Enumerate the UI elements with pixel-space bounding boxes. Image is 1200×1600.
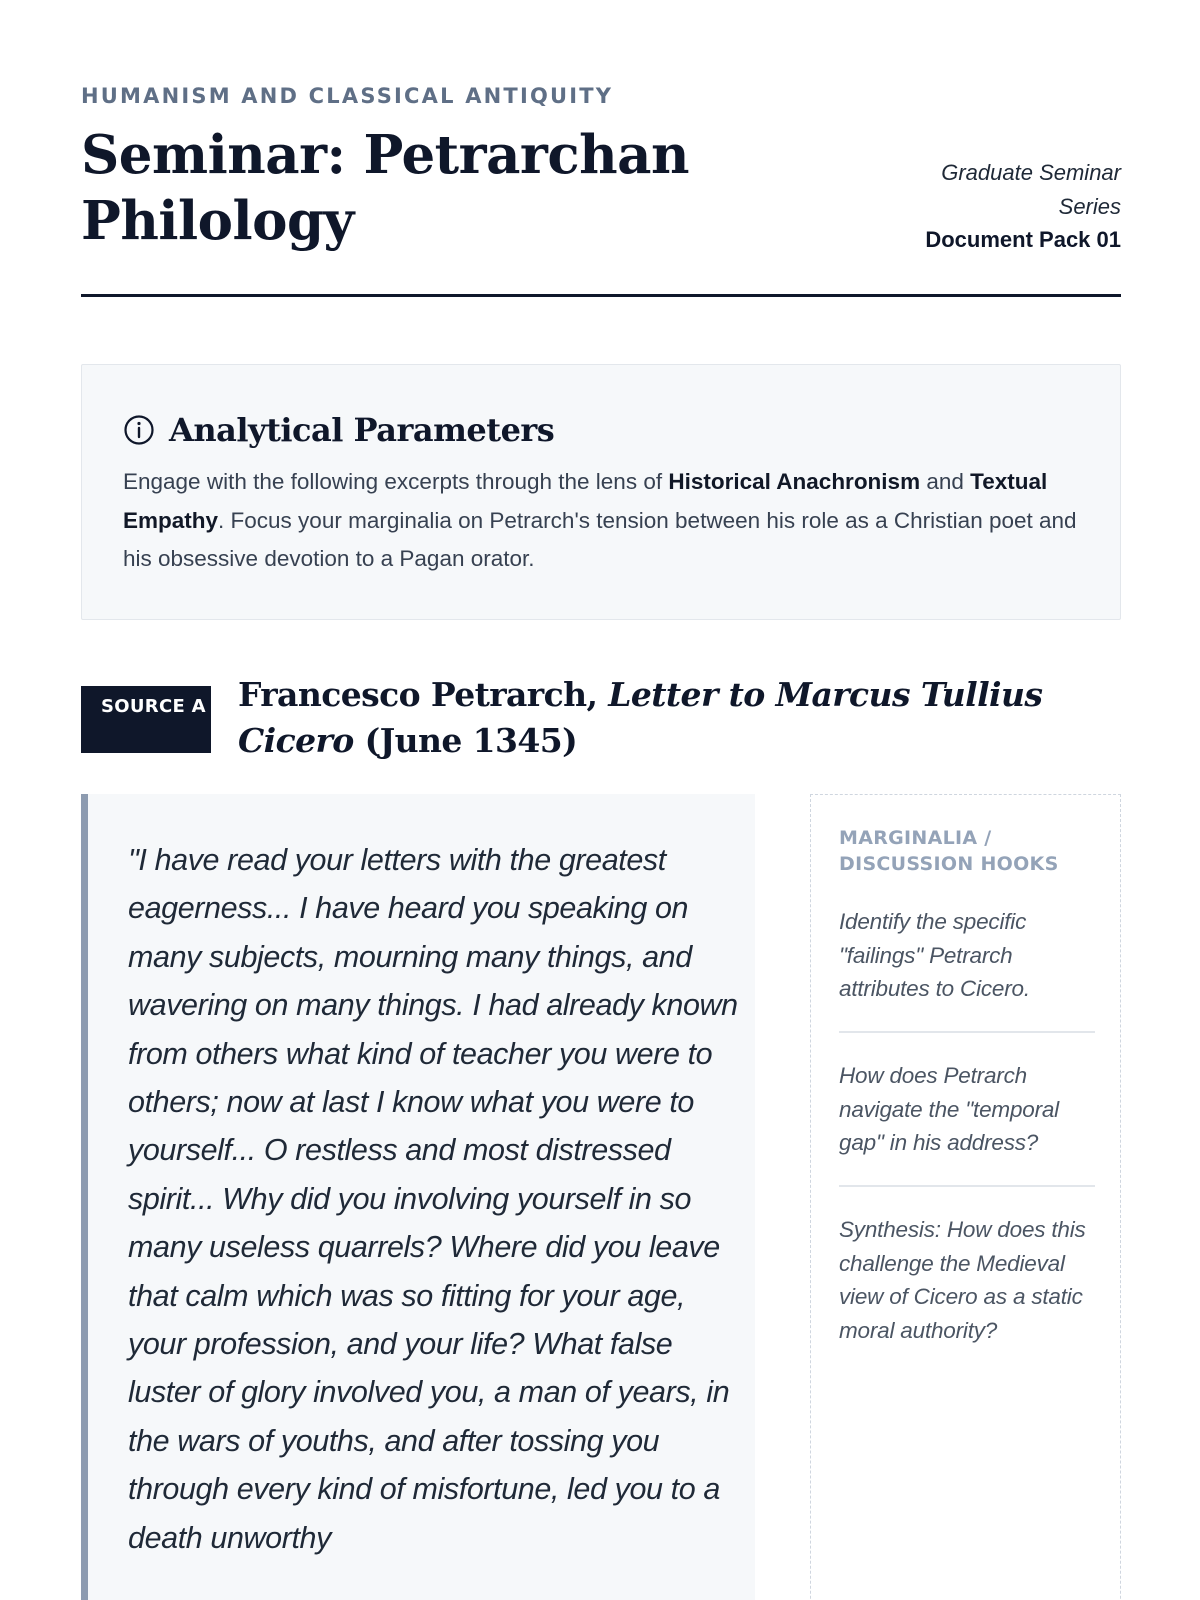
parameters-heading: [123, 411, 554, 449]
discussion-hook: Synthesis: How does this challenge the Medieval view of Cicero as a static moral authority?: [839, 1217, 1086, 1343]
hook-divider: [839, 1185, 1095, 1187]
discussion-hook: How does Petrarch navigate the "temporal gap" in his address?: [839, 1063, 1059, 1155]
course-kicker: HUMANISM AND CLASSICAL ANTIQUITY: [81, 84, 614, 108]
term-historical-anachronism: Historical Anachronism: [668, 469, 921, 494]
parameters-intro: Engage with the following excerpts through the lens of: [123, 469, 669, 494]
document-page: [81, 0, 1121, 1600]
analytical-parameters-panel: [81, 364, 1121, 620]
discussion-hook: Identify the specific "failings" Petrarch attributes to Cicero.: [839, 909, 1030, 1001]
source-work: Letter to Marcus Tullius Cicero: [238, 675, 1043, 760]
source-badge: SOURCE A: [81, 686, 211, 753]
hook-divider: [839, 1031, 1095, 1033]
info-icon: [123, 414, 155, 446]
source-date: (June 1345): [353, 721, 578, 760]
term-textual-empathy: Textual Empathy: [123, 469, 1048, 533]
header-divider: [81, 294, 1121, 297]
document-pack-label: Document Pack 01: [925, 227, 1121, 252]
series-info: [861, 156, 1121, 256]
source-title: [238, 672, 1118, 764]
series-line-1: Graduate Seminar: [941, 160, 1121, 185]
source-author: Francesco Petrarch,: [238, 675, 609, 714]
page-title: Seminar: Petrarchan Philology: [81, 124, 690, 252]
series-line-2: Series: [1058, 194, 1121, 219]
parameters-conjunction: and: [920, 469, 971, 494]
parameters-description: [123, 463, 1083, 579]
parameters-title: Analytical Parameters: [169, 411, 555, 449]
source-quote-block: [81, 794, 755, 1600]
parameters-rest: . Focus your marginalia on Petrarch's tension between his role as a Christian poet and his obsessive devotion to a Pagan orator.: [123, 507, 1077, 571]
source-quote-text: "I have read your letters with the greatest eagerness... I have heard you speaking on many subjects, mourning many things, and wavering on many things. I had already known from others what kind of teacher you were to others; now at last I know what you were to yourself... O restless and most distressed spirit... Why did you involving yourself in so many useless quarrels? Where did you leave that calm which was so fitting for your age, your profession, and your life? What false luster of glory involved you, a man of years, in the wars of youths, and after tossing you through every kind of misfortune, led you to a death unworthy: [128, 843, 738, 1555]
marginalia-panel: [810, 794, 1121, 1600]
marginalia-heading: MARGINALIA / DISCUSSION HOOKS: [839, 827, 1059, 875]
